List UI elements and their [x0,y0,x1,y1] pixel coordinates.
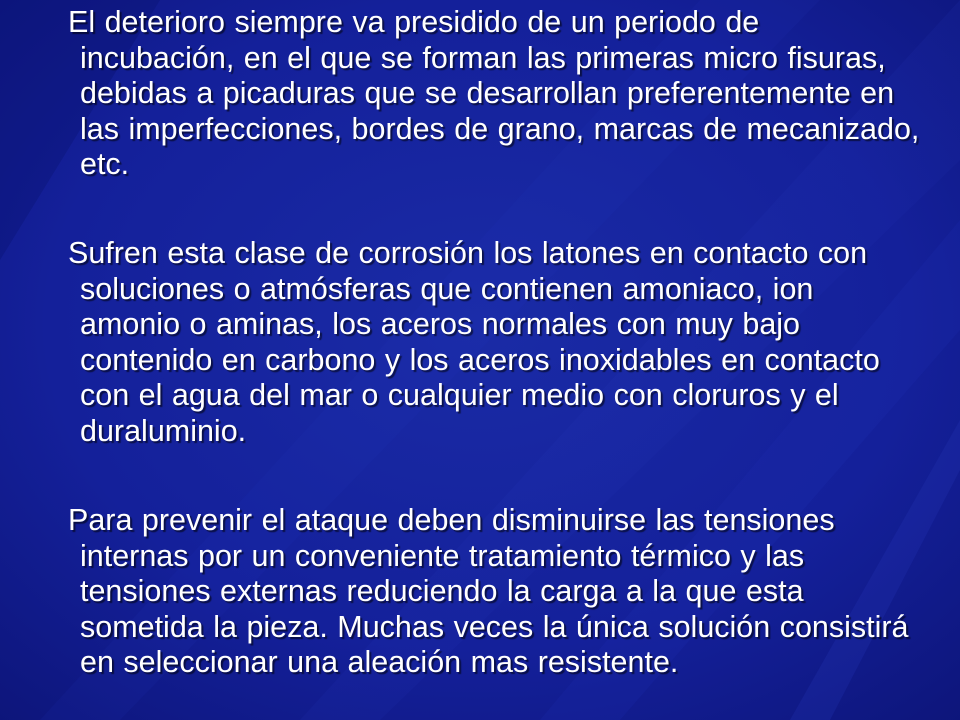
paragraph-prevention: Para prevenir el ataque deben disminuirse las tensiones internas por un conveniente tratamiento térmico y las tensiones externas reduciendo la carga a la que esta sometida la pieza. Muchas veces la única solución consistirá en seleccionar una aleación mas resistente. [68,503,909,679]
paragraph-affected-materials: Sufren esta clase de corrosión los latones en contacto con soluciones o atmósferas que contienen amoniaco, ion amonio o aminas, los aceros normales con muy bajo contenido en carbono y los aceros inoxidables en contacto con el agua del mar o cualquier medio con cloruros y el duraluminio. [68,236,880,448]
paragraph-incubation: El deterioro siempre va presidido de un periodo de incubación, en el que se forman las primeras micro fisuras, debidas a picaduras que se desarrollan preferentemente en las imperfecciones, bordes de grano, marcas de mecanizado, etc. [68,5,920,181]
